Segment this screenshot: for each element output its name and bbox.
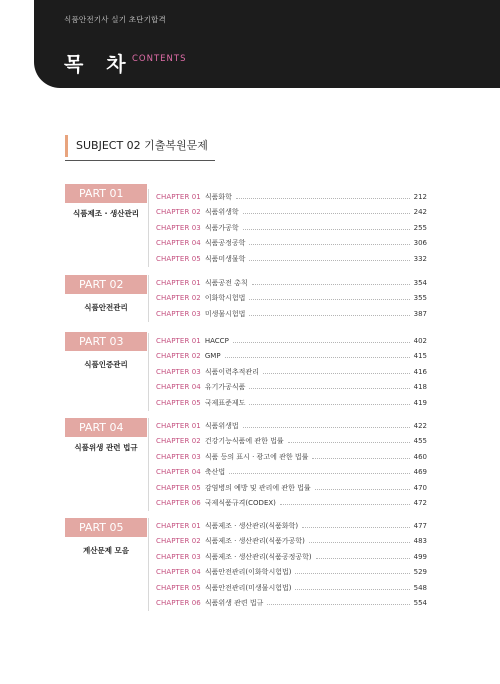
leader-dots [249,260,409,261]
chapter-row[interactable] [149,480,429,496]
chapter-title: 국제표준제도 [204,398,246,407]
chapter-row[interactable] [149,418,429,434]
leader-dots [263,373,410,374]
leader-dots [267,604,409,605]
leader-dots [243,213,410,214]
leader-dots [249,388,409,389]
chapter-row[interactable] [149,596,429,612]
chapter-label: CHAPTER 05 [156,583,201,592]
chapter-label: CHAPTER 02 [156,537,201,546]
subject-underline [65,160,215,161]
chapter-row[interactable] [149,549,429,565]
chapter-page: 418 [413,383,427,392]
chapter-page: 422 [413,421,427,430]
chapter-title: 유기가공식품 [204,383,246,392]
chapter-row[interactable] [149,333,429,349]
chapter-title: 식품제조 · 생산관리(식품공정공학) [204,552,312,561]
chapter-title: GMP [204,352,221,361]
subject-heading [65,135,215,157]
chapter-title: 감염병의 예방 및 관리에 관한 법률 [204,483,311,492]
part-01-chapter-list [148,189,429,267]
chapter-label: CHAPTER 01 [156,336,201,345]
leader-dots [243,427,410,428]
chapter-label: CHAPTER 04 [156,383,201,392]
chapter-label: CHAPTER 03 [156,552,201,561]
leader-dots [229,473,409,474]
part-02-chapter-list [148,275,429,322]
chapter-page: 455 [413,437,427,446]
chapter-page: 255 [413,223,427,232]
chapter-label: CHAPTER 06 [156,599,201,608]
chapter-label: CHAPTER 05 [156,483,201,492]
chapter-label: CHAPTER 01 [156,421,201,430]
leader-dots [288,442,410,443]
subject-title: SUBJECT 02 기출복원문제 [76,139,208,152]
chapter-title: 국제식품규격(CODEX) [204,499,276,508]
chapter-row[interactable] [149,496,429,512]
leader-dots [309,542,410,543]
chapter-title: 식품제조 · 생산관리(식품가공학) [204,537,305,546]
leader-dots [312,458,409,459]
part-name: 식품위생 관련 법규 [74,443,138,452]
page-title: 목 차 [64,52,134,76]
chapter-row[interactable] [149,275,429,291]
leader-dots [249,404,409,405]
chapter-row[interactable] [149,449,429,465]
chapter-label: CHAPTER 02 [156,352,201,361]
chapter-row[interactable] [149,380,429,396]
chapter-title: 식품위생법 [204,421,239,430]
chapter-title: 미생물시험법 [204,309,246,318]
chapter-title: 식품공정공학 [204,239,246,248]
chapter-page: 469 [413,468,427,477]
leader-dots [225,357,410,358]
chapter-row[interactable] [149,291,429,307]
chapter-label: CHAPTER 01 [156,192,201,201]
chapter-title: 식품안전관리(이화학시험법) [204,568,292,577]
part-03-heading [65,332,147,370]
chapter-title: 건강기능식품에 관한 법률 [204,437,284,446]
part-05-heading [65,518,147,556]
chapter-label: CHAPTER 03 [156,223,201,232]
chapter-page: 415 [413,352,427,361]
chapter-label: CHAPTER 01 [156,278,201,287]
chapter-title: 식품위생학 [204,208,239,217]
chapter-title: 식품미생물학 [204,254,246,263]
part-badge: PART 01 [65,184,147,203]
chapter-title: 식품화학 [204,192,232,201]
part-01-heading [65,184,147,219]
chapter-page: 354 [413,278,427,287]
chapter-page: 355 [413,294,427,303]
chapter-title: 축산법 [204,468,226,477]
leader-dots [233,342,410,343]
chapter-row[interactable] [149,565,429,581]
chapter-row[interactable] [149,205,429,221]
chapter-row[interactable] [149,364,429,380]
leader-dots [280,504,410,505]
chapter-title: 식품이력추적관리 [204,367,259,376]
chapter-label: CHAPTER 02 [156,437,201,446]
leader-dots [295,589,409,590]
chapter-title: 식품안전관리(미생물시험법) [204,583,292,592]
chapter-title: 식품공전 총칙 [204,278,248,287]
chapter-page: 529 [413,568,427,577]
chapter-row[interactable] [149,518,429,534]
part-02-heading [65,275,147,313]
chapter-row[interactable] [149,349,429,365]
chapter-title: 식품위생 관련 법규 [204,599,264,608]
chapter-label: CHAPTER 04 [156,568,201,577]
chapter-title: 식품 등의 표시 · 광고에 관한 법률 [204,452,309,461]
leader-dots [243,229,410,230]
leader-dots [295,573,409,574]
chapter-page: 306 [413,239,427,248]
chapter-page: 548 [413,583,427,592]
leader-dots [249,244,409,245]
chapter-title: HACCP [204,336,229,345]
leader-dots [315,489,410,490]
chapter-row[interactable] [149,189,429,205]
part-05-chapter-list [148,518,429,611]
chapter-title: 식품제조 · 생산관리(식품화학) [204,521,299,530]
chapter-label: CHAPTER 05 [156,254,201,263]
leader-dots [252,284,410,285]
leader-dots [236,198,410,199]
chapter-page: 460 [413,452,427,461]
chapter-label: CHAPTER 03 [156,309,201,318]
leader-dots [302,527,409,528]
chapter-title: 식품가공학 [204,223,239,232]
chapter-page: 387 [413,309,427,318]
chapter-row[interactable] [149,580,429,596]
chapter-page: 212 [413,192,427,201]
chapter-row[interactable] [149,306,429,322]
chapter-label: CHAPTER 04 [156,468,201,477]
chapter-row[interactable] [149,236,429,252]
chapter-label: CHAPTER 02 [156,208,201,217]
chapter-label: CHAPTER 05 [156,398,201,407]
chapter-page: 483 [413,537,427,546]
chapter-page: 242 [413,208,427,217]
leader-dots [316,558,410,559]
chapter-page: 499 [413,552,427,561]
chapter-page: 554 [413,599,427,608]
page-subtitle: CONTENTS [132,54,187,64]
chapter-label: CHAPTER 03 [156,452,201,461]
chapter-row[interactable] [149,395,429,411]
chapter-page: 402 [413,336,427,345]
chapter-page: 472 [413,499,427,508]
chapter-page: 332 [413,254,427,263]
chapter-page: 470 [413,483,427,492]
chapter-label: CHAPTER 03 [156,367,201,376]
part-04-heading [65,418,147,453]
chapter-title: 이화학시험법 [204,294,246,303]
part-name: 식품인증관리 [84,360,128,369]
chapter-label: CHAPTER 01 [156,521,201,530]
leader-dots [249,315,409,316]
part-name: 식품제조 · 생산관리 [72,209,140,218]
chapter-page: 419 [413,398,427,407]
part-badge: PART 02 [65,275,147,294]
part-name: 식품안전관리 [84,303,128,312]
chapter-row[interactable] [149,534,429,550]
chapter-label: CHAPTER 06 [156,499,201,508]
chapter-row[interactable] [149,434,429,450]
part-badge: PART 05 [65,518,147,537]
chapter-row[interactable] [149,251,429,267]
part-name: 계산문제 모음 [82,546,130,555]
chapter-label: CHAPTER 02 [156,294,201,303]
part-badge: PART 04 [65,418,147,437]
chapter-row[interactable] [149,220,429,236]
leader-dots [249,299,409,300]
book-tagline: 식품안전기사 실기 초단기합격 [64,15,166,24]
chapter-page: 477 [413,521,427,530]
chapter-page: 416 [413,367,427,376]
part-04-chapter-list [148,418,429,511]
part-badge: PART 03 [65,332,147,351]
part-03-chapter-list [148,333,429,411]
chapter-label: CHAPTER 04 [156,239,201,248]
chapter-row[interactable] [149,465,429,481]
